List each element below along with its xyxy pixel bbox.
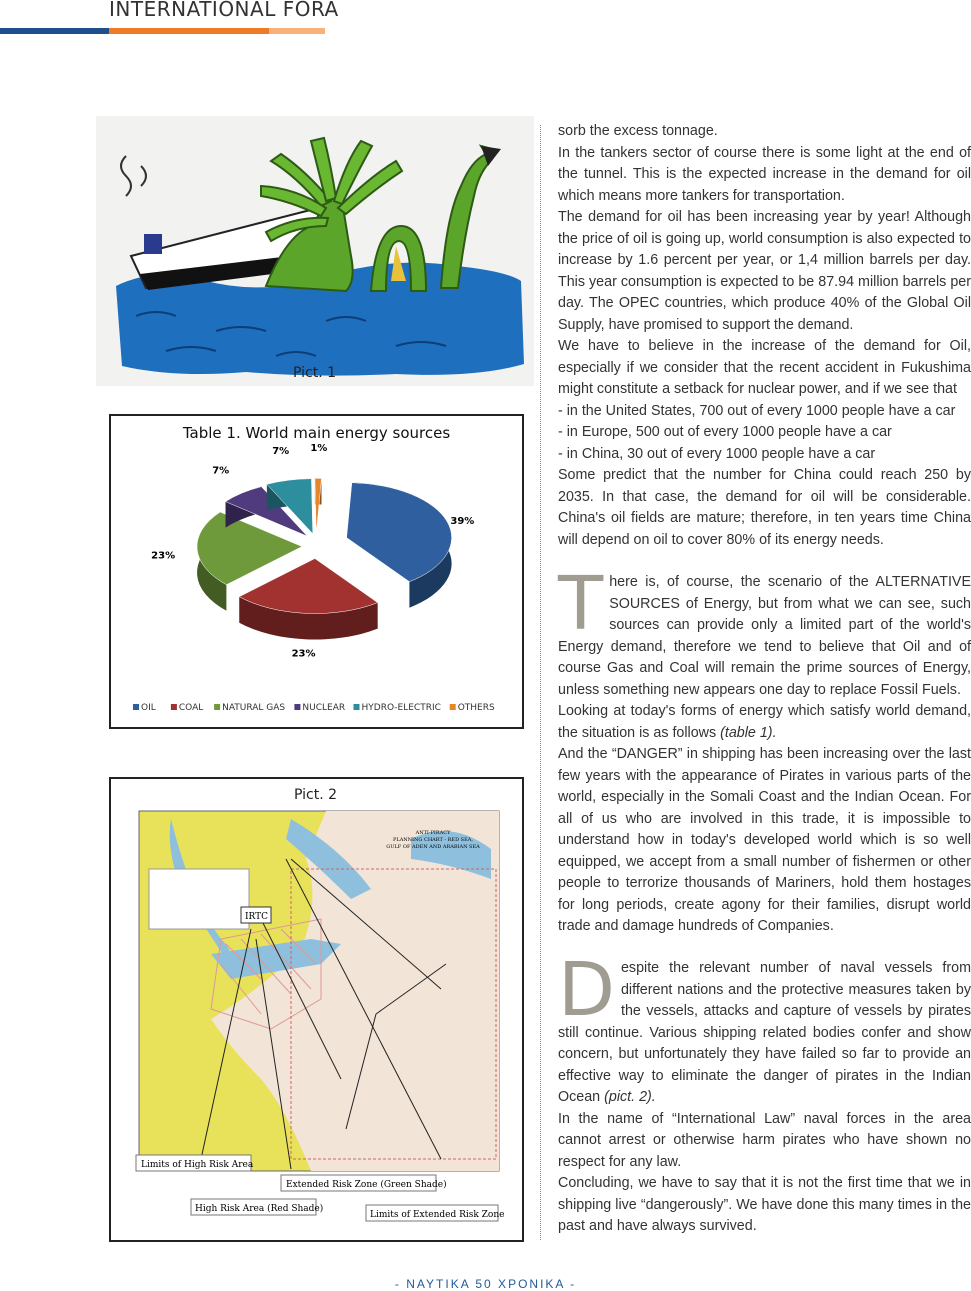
header-rule-light xyxy=(269,28,325,34)
legend-swatch xyxy=(354,704,360,710)
article-text-part3 xyxy=(558,947,971,1238)
paragraph: We have to believe in the increase of the demand for Oil, especially if we consider that the recent accident in Fukushima might constitute a setback for nuclear power, and if we see that xyxy=(558,338,971,397)
pict2-caption: Pict. 2 xyxy=(294,787,338,803)
pie-slice-others xyxy=(315,478,322,533)
article-text-part2 xyxy=(558,561,971,938)
article-text-part1 xyxy=(558,121,971,551)
pie-slice-oil xyxy=(347,483,452,582)
table-reference: (table 1). xyxy=(720,724,777,741)
paragraph: Concluding, we have to say that it is not the first time that we in shipping live “dangerously”. We have done this many times in the past and have always survived. xyxy=(558,1175,971,1234)
pict1-caption: Pict. 1 xyxy=(293,365,337,381)
map-title-2: PLANNING CHART - RED SEA, xyxy=(393,837,473,843)
section-title: INTERNATIONAL FORA xyxy=(109,0,339,21)
legend-swatch xyxy=(450,704,456,710)
label-extended-risk-green: Extended Risk Zone (Green Shade) xyxy=(286,1180,447,1190)
pie-chart xyxy=(111,416,522,727)
paragraph: espite the relevant number of naval vessels from different nations and the protective measures taken by the vessels, attacks and capture of vessels by pirates still continue. Various shipping related bodies confer and show concern, but unfortunately they have failed so far to provide an effective way to eliminate the danger of pirates in the Indian Ocean xyxy=(558,960,971,1105)
legend-label: OIL xyxy=(141,703,156,713)
table1-title: Table 1. World main energy sources xyxy=(182,424,451,442)
paragraph: In the tankers sector of course there is some light at the end of the tunnel. This is the expected increase in the demand for oil which means more tankers for transportation. xyxy=(558,144,971,204)
page-footer: - ΝΑΥΤΙΚΑ 50 ΧΡΟΝΙΚΑ - xyxy=(394,1277,577,1291)
pie-data-label: 1% xyxy=(310,443,328,455)
list-item: - in China, 30 out of every 1000 people have a car xyxy=(558,445,876,462)
column-divider xyxy=(540,125,541,1240)
pict-reference: (pict. 2). xyxy=(604,1089,656,1105)
legend-label: COAL xyxy=(178,703,204,713)
pict1-illustration xyxy=(96,116,534,386)
map-title-3: GULF OF ADEN AND ARABIAN SEA xyxy=(386,844,480,850)
legend-swatch xyxy=(171,704,177,710)
paragraph: And the “DANGER” in shipping has been increasing over the last few years with the appearance of Pirates in various parts of the world, especially in the Somali Coast and the Indian Ocean. For all of us who are involved in this trade, it is impossible to understand how in today's developed world which is so well equipped, we accept from a small number of fishermen or other people to terrorize thousands of Mariners, hold them hostages for long periods, create agony for their families, disrupt world trade and damage hundreds of Companies. xyxy=(558,746,971,934)
pie-data-label: 7% xyxy=(212,465,230,477)
legend-swatch xyxy=(294,704,300,710)
paragraph: Looking at today's forms of energy which satisfy world demand, the situation is as follows xyxy=(558,703,971,741)
label-high-risk-red: High Risk Area (Red Shade) xyxy=(195,1204,324,1214)
paragraph: sorb the excess tonnage. xyxy=(558,123,718,139)
list-item: - in Europe, 500 out of every 1000 people have a car xyxy=(558,424,892,440)
pie-data-label: 39% xyxy=(450,515,475,527)
legend-label: NATURAL GAS xyxy=(222,703,286,713)
pie-data-label: 7% xyxy=(272,445,290,457)
legend-label: NUCLEAR xyxy=(302,703,346,713)
dropcap: D xyxy=(558,947,615,1033)
paragraph: here is, of course, the scenario of the ALTERNATIVE SOURCES of Energy, but from what we can see, such sources can provide only a limited part of the world's Energy demand, therefore we tend to believe that Oil and of course Gas and Coal will remain the prime sources of Energy, unless something new appears one day to replace Fossil Fuels. xyxy=(558,574,971,698)
dropcap: T xyxy=(558,561,604,647)
irtc-label: IRTC xyxy=(245,912,269,922)
paragraph: In the name of “International Law” naval forces in the area cannot arrest or otherwise harm pirates who have shown no respect for any law. xyxy=(558,1110,971,1170)
legend-label: HYDRO-ELECTRIC xyxy=(361,703,441,713)
label-limits-extended: Limits of Extended Risk Zone xyxy=(370,1210,505,1220)
pict2-box xyxy=(109,777,524,1242)
legend-swatch xyxy=(133,704,139,710)
legend-swatch xyxy=(214,704,220,710)
paragraph: The demand for oil has been increasing year by year! Although the price of oil is going up, world consumption is also expected to increase by 1.6 percent per year, or 1,4 million barrels per day. This year consumption is expected to be 87.94 million barrels per day. The OPEC countries, which produce 40% of the Global Oil Supply, have promised to support the demand. xyxy=(558,209,971,333)
list-item: - in the United States, 700 out of every 1000 people have a car xyxy=(558,402,956,419)
pie-data-label: 23% xyxy=(291,648,316,660)
map-title-1: ANTI-PIRACY xyxy=(415,830,451,836)
header-rule-blue xyxy=(0,28,109,34)
header-rule-orange xyxy=(109,28,269,34)
table1-chart-box xyxy=(109,414,524,729)
label-limits-high-risk: Limits of High Risk Area xyxy=(141,1160,254,1170)
legend-label: OTHERS xyxy=(457,703,495,713)
pict2-map xyxy=(111,779,522,1240)
pie-data-label: 23% xyxy=(151,550,176,562)
paragraph: Some predict that the number for China could reach 250 by 2035. In that case, the demand for oil will be considerable. China's oil fields are mature; therefore, in ten years time China will depend on oil to cover 80% of its energy needs. xyxy=(558,467,971,548)
